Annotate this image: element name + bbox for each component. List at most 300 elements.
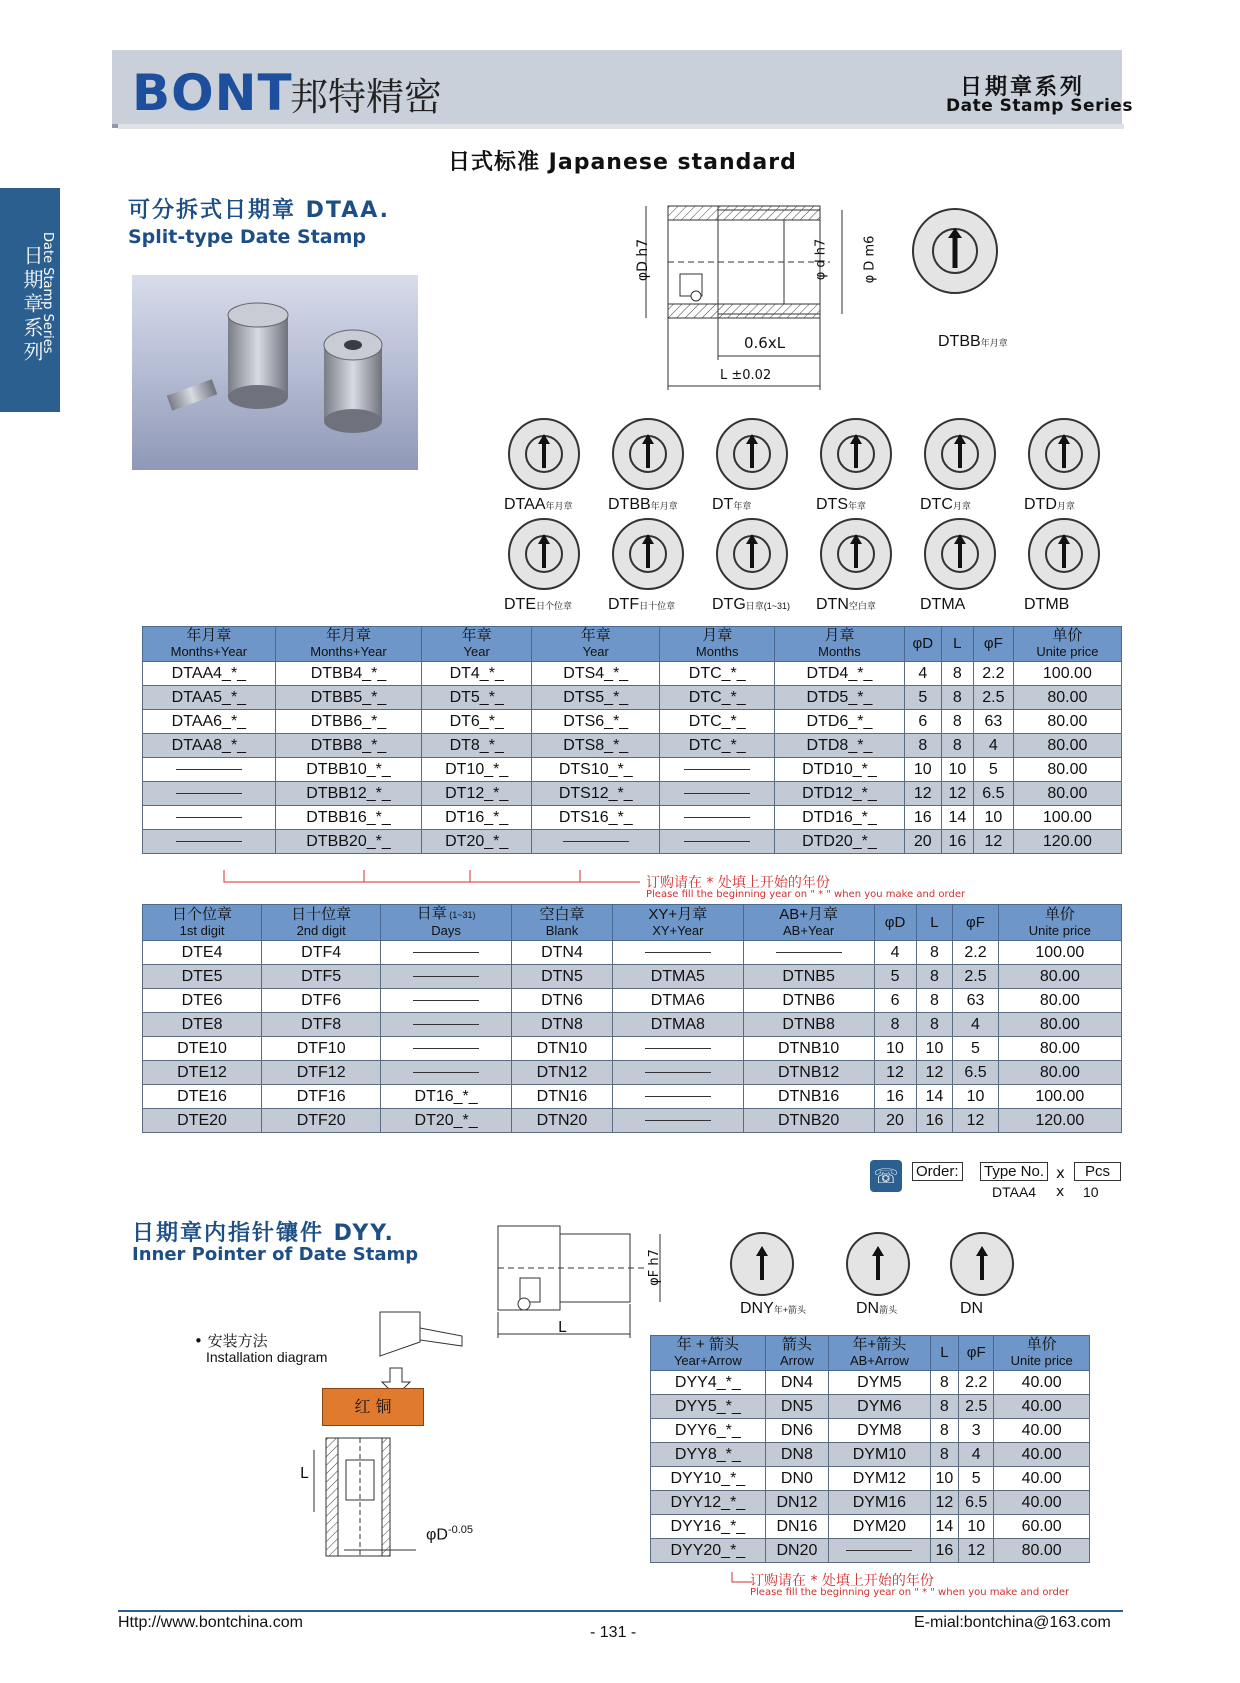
dyy-dim-f: φF h7 — [646, 1249, 662, 1286]
table-cell: DTE6 — [143, 989, 262, 1013]
table-cell: DYY8_*_ — [651, 1443, 766, 1467]
table-cell: DTE20 — [143, 1109, 262, 1133]
table-cell — [143, 782, 276, 806]
table2-header-4: XY+月章 XY+Year — [612, 905, 743, 941]
dash-placeholder — [413, 1072, 479, 1073]
table-cell: DTNB10 — [743, 1037, 874, 1061]
table-cell: 100.00 — [1013, 662, 1121, 686]
table-row — [143, 686, 1122, 710]
dash-placeholder — [645, 952, 711, 953]
table-row — [143, 710, 1122, 734]
table-cell: DTS6_*_ — [532, 710, 660, 734]
table-cell: DTF8 — [262, 1013, 381, 1037]
table-cell: DTF4 — [262, 941, 381, 965]
order-type-value: DTAA4 — [992, 1184, 1037, 1200]
dim-06xl: 0.6xL — [744, 334, 786, 352]
table-cell — [381, 1061, 512, 1085]
copper-block: 红 铜 — [322, 1388, 424, 1426]
table-cell: DTN5 — [512, 965, 613, 989]
table-cell: DYM20 — [829, 1515, 930, 1539]
dtc-dial — [924, 418, 996, 490]
table-cell: DN16 — [765, 1515, 828, 1539]
table-cell: DTF16 — [262, 1085, 381, 1109]
table-cell: DYY12_*_ — [651, 1491, 766, 1515]
table-cell: 100.00 — [1013, 806, 1121, 830]
table-cell: DYM16 — [829, 1491, 930, 1515]
table-cell: 12 — [941, 782, 973, 806]
table-cell: 5 — [874, 965, 916, 989]
table-cell: 5 — [973, 758, 1013, 782]
dash-placeholder — [413, 1000, 479, 1001]
pcs-label: Pcs — [1074, 1162, 1121, 1181]
side-tab-en: Date Stamp Series — [40, 232, 55, 354]
table-cell: DT16_*_ — [422, 806, 532, 830]
table-cell: 10 — [874, 1037, 916, 1061]
order-label: Order: — [912, 1162, 963, 1181]
table-cell: 4 — [959, 1443, 994, 1467]
table-cell — [143, 758, 276, 782]
table-cell: DTMA8 — [612, 1013, 743, 1037]
table-cell: DN6 — [765, 1419, 828, 1443]
table-cell — [381, 1037, 512, 1061]
table-row — [143, 941, 1122, 965]
table-cell: 63 — [953, 989, 998, 1013]
table-cell: 60.00 — [994, 1515, 1090, 1539]
table-cell: 100.00 — [998, 1085, 1121, 1109]
table-cell: DTD4_*_ — [775, 662, 905, 686]
table-cell: 6.5 — [953, 1061, 998, 1085]
table3-header-3: L — [930, 1336, 958, 1371]
dte-dial-label: DTE日个位章 — [504, 596, 573, 613]
table-cell: 8 — [930, 1395, 958, 1419]
install-label-en: Installation diagram — [206, 1349, 328, 1365]
page-number: - 131 - — [590, 1624, 637, 1641]
dtaa-drawing — [620, 196, 900, 392]
table-cell: DTN10 — [512, 1037, 613, 1061]
footer-email[interactable]: E-mial:bontchina@163.com — [914, 1614, 1111, 1631]
dash-placeholder — [176, 817, 242, 818]
dim-l: L ±0.02 — [720, 368, 772, 383]
table-cell: 4 — [874, 941, 916, 965]
table-cell: 8 — [941, 686, 973, 710]
table-cell: DTBB12_*_ — [275, 782, 421, 806]
dash-placeholder — [413, 1048, 479, 1049]
table-cell: 14 — [916, 1085, 953, 1109]
dyy-title-en: Inner Pointer of Date Stamp — [132, 1244, 419, 1265]
pointer-dial-2 — [950, 1232, 1014, 1296]
table-cell: 8 — [916, 941, 953, 965]
table-cell: DTC_*_ — [660, 734, 775, 758]
footer-rule — [118, 1610, 1123, 1612]
dtc-dial-label: DTC月章 — [920, 496, 971, 513]
table-cell: 80.00 — [998, 989, 1121, 1013]
table-cell: DYM6 — [829, 1395, 930, 1419]
dyy-title-cn: 日期章内指针镶件 DYY. — [132, 1221, 395, 1246]
dash-placeholder — [176, 793, 242, 794]
table-cell: DTBB16_*_ — [275, 806, 421, 830]
table-cell: DTD8_*_ — [775, 734, 905, 758]
table-cell: 10 — [973, 806, 1013, 830]
table-cell: DT8_*_ — [422, 734, 532, 758]
table-cell: 80.00 — [998, 1013, 1121, 1037]
table3-header-4: φF — [959, 1336, 994, 1371]
table-cell: DYY5_*_ — [651, 1395, 766, 1419]
table-cell: 2.2 — [959, 1371, 994, 1395]
table-cell: DTN8 — [512, 1013, 613, 1037]
table-cell: 12 — [953, 1109, 998, 1133]
table-cell — [743, 941, 874, 965]
table-cell: DT16_*_ — [381, 1085, 512, 1109]
table-cell: DYM8 — [829, 1419, 930, 1443]
order-x-2: x — [1056, 1184, 1065, 1200]
table-cell: DYY20_*_ — [651, 1539, 766, 1563]
table-cell: DTNB8 — [743, 1013, 874, 1037]
table-cell: 12 — [874, 1061, 916, 1085]
table-cell — [660, 782, 775, 806]
table-cell: 40.00 — [994, 1491, 1090, 1515]
table-cell: DTE12 — [143, 1061, 262, 1085]
table-row — [143, 662, 1122, 686]
table-cell: DT5_*_ — [422, 686, 532, 710]
dtbb-large-label: DTBB年月章 — [938, 333, 1008, 350]
table-cell: DTF10 — [262, 1037, 381, 1061]
dtaa-dial — [508, 418, 580, 490]
table-cell: DTMA6 — [612, 989, 743, 1013]
table-cell: 2.5 — [953, 965, 998, 989]
dash-placeholder — [563, 841, 629, 842]
table-cell: DTF6 — [262, 989, 381, 1013]
bont-logo: BONT — [132, 64, 293, 122]
dash-placeholder — [684, 817, 750, 818]
dt-dial — [716, 418, 788, 490]
dtma-dial — [924, 518, 996, 590]
dtmb-dial — [1028, 518, 1100, 590]
table-cell: 80.00 — [1013, 734, 1121, 758]
install-dim-l: L — [300, 1464, 309, 1482]
dtma-dial-label: DTMA — [920, 596, 966, 613]
table2-header-7: L — [916, 905, 953, 941]
table-cell — [612, 1061, 743, 1085]
dash-placeholder — [684, 793, 750, 794]
dyy-table — [650, 1335, 1090, 1563]
install-dim-d: $\varphi D^{-0.05}$ — [426, 1524, 474, 1544]
table-cell: 80.00 — [1013, 758, 1121, 782]
table-cell: DN0 — [765, 1467, 828, 1491]
dtmb-dial-label: DTMB — [1024, 596, 1070, 613]
table-cell: DN4 — [765, 1371, 828, 1395]
phone-icon: ☏ — [870, 1160, 902, 1192]
table-cell: DTNB5 — [743, 965, 874, 989]
date-stamp-table-2 — [142, 904, 1122, 1133]
table-cell: 2.5 — [973, 686, 1013, 710]
table-cell: 8 — [930, 1419, 958, 1443]
table-cell — [660, 806, 775, 830]
table-cell: 10 — [953, 1085, 998, 1109]
table-cell: 10 — [930, 1467, 958, 1491]
dte-dial — [508, 518, 580, 590]
table-row — [143, 782, 1122, 806]
table-cell — [143, 830, 276, 854]
table-cell: 8 — [874, 1013, 916, 1037]
table-cell: 40.00 — [994, 1443, 1090, 1467]
table-cell: 8 — [916, 1013, 953, 1037]
table-cell: DTS8_*_ — [532, 734, 660, 758]
table-cell: DYM10 — [829, 1443, 930, 1467]
table-cell: DTBB8_*_ — [275, 734, 421, 758]
dtbb-dial-large — [912, 208, 998, 294]
table-cell: 6.5 — [959, 1491, 994, 1515]
order-note-en-3: Please fill the beginning year on " * " when you make and order — [750, 1587, 1070, 1598]
table-cell — [612, 1109, 743, 1133]
table-cell: 63 — [973, 710, 1013, 734]
table-cell: DTMA5 — [612, 965, 743, 989]
pointer-label-0: DNY年+箭头 — [740, 1300, 807, 1317]
table2-header-3: 空白章 Blank — [512, 905, 613, 941]
table-cell: 4 — [953, 1013, 998, 1037]
order-x: x — [1056, 1164, 1065, 1182]
date-stamp-table-1 — [142, 626, 1122, 854]
table-row — [651, 1395, 1090, 1419]
dash-placeholder — [176, 841, 242, 842]
table2-header-5: AB+月章 AB+Year — [743, 905, 874, 941]
dash-placeholder — [645, 1096, 711, 1097]
table-cell: 80.00 — [1013, 686, 1121, 710]
table-cell: 8 — [930, 1443, 958, 1467]
table2-header-6: φD — [874, 905, 916, 941]
page-heading: 日式标准 Japanese standard — [448, 150, 797, 175]
product-photo — [132, 275, 418, 470]
table-cell: DT20_*_ — [422, 830, 532, 854]
table-cell: DTN20 — [512, 1109, 613, 1133]
table-cell — [381, 989, 512, 1013]
table-cell: 8 — [941, 734, 973, 758]
order-note-cn-3: 订购请在 * 处填上开始的年份 — [750, 1573, 934, 1589]
dash-placeholder — [413, 1024, 479, 1025]
table-cell: DYY6_*_ — [651, 1419, 766, 1443]
table1-header-3: 年章 Year — [532, 627, 660, 662]
table-row — [143, 1037, 1122, 1061]
dyy-dim-l: L — [558, 1318, 567, 1336]
table-cell: 10 — [959, 1515, 994, 1539]
table-cell: DTE5 — [143, 965, 262, 989]
dash-placeholder — [413, 976, 479, 977]
table-cell: 80.00 — [998, 1061, 1121, 1085]
table-cell: 20 — [904, 830, 941, 854]
table-cell — [829, 1539, 930, 1563]
table-cell: 2.2 — [973, 662, 1013, 686]
table-cell: 40.00 — [994, 1467, 1090, 1491]
dtg-dial — [716, 518, 788, 590]
dash-placeholder — [645, 1120, 711, 1121]
dtn-dial-label: DTN空白章 — [816, 596, 876, 613]
table-cell: 14 — [930, 1515, 958, 1539]
table-cell: 80.00 — [998, 1037, 1121, 1061]
table-cell: DTF5 — [262, 965, 381, 989]
table1-header-0: 年月章 Months+Year — [143, 627, 276, 662]
table-row — [143, 965, 1122, 989]
table-cell: DN8 — [765, 1443, 828, 1467]
dash-placeholder — [684, 769, 750, 770]
table-row — [651, 1371, 1090, 1395]
table3-header-2: 年+箭头 AB+Arrow — [829, 1336, 930, 1371]
table-cell: DTNB16 — [743, 1085, 874, 1109]
table-cell: DTD20_*_ — [775, 830, 905, 854]
series-title-cn: 日期章系列 — [960, 75, 1086, 100]
table-cell: 5 — [904, 686, 941, 710]
table-cell: DTF20 — [262, 1109, 381, 1133]
table1-header-1: 年月章 Months+Year — [275, 627, 421, 662]
table-cell: 80.00 — [1013, 710, 1121, 734]
table-cell: DTN4 — [512, 941, 613, 965]
series-title-en: Date Stamp Series — [946, 96, 1133, 116]
table-cell: DTD5_*_ — [775, 686, 905, 710]
dash-placeholder — [413, 952, 479, 953]
table-cell: 80.00 — [994, 1539, 1090, 1563]
table-cell: 8 — [916, 965, 953, 989]
footer-url[interactable]: Http://www.bontchina.com — [118, 1614, 303, 1631]
type-no-label: Type No. — [980, 1162, 1048, 1181]
dash-placeholder — [776, 952, 842, 953]
table-cell: DT6_*_ — [422, 710, 532, 734]
table-cell — [612, 1085, 743, 1109]
table-cell: 40.00 — [994, 1395, 1090, 1419]
table-cell: DTC_*_ — [660, 662, 775, 686]
table-cell: 8 — [904, 734, 941, 758]
table2-header-2: 日章 (1~31) Days — [381, 905, 512, 941]
table-cell: 10 — [904, 758, 941, 782]
table-cell: 12 — [904, 782, 941, 806]
table-row — [143, 830, 1122, 854]
table-row — [143, 1085, 1122, 1109]
table-cell: 4 — [904, 662, 941, 686]
table2-header-0: 日个位章 1st digit — [143, 905, 262, 941]
table-row — [651, 1515, 1090, 1539]
table-cell: DTD16_*_ — [775, 806, 905, 830]
table-cell: DTAA6_*_ — [143, 710, 276, 734]
dtd-dial — [1028, 418, 1100, 490]
table-cell: DTAA4_*_ — [143, 662, 276, 686]
table-row — [143, 734, 1122, 758]
dash-placeholder — [645, 1048, 711, 1049]
table-cell: DTD10_*_ — [775, 758, 905, 782]
table-cell: 14 — [941, 806, 973, 830]
table-cell: DYY4_*_ — [651, 1371, 766, 1395]
table-cell: DTBB10_*_ — [275, 758, 421, 782]
table-cell: 6 — [904, 710, 941, 734]
table-cell: 40.00 — [994, 1371, 1090, 1395]
table-cell: 10 — [941, 758, 973, 782]
pointer-dial-0 — [730, 1232, 794, 1296]
table-cell: DTE16 — [143, 1085, 262, 1109]
table-cell: 80.00 — [998, 965, 1121, 989]
table-row — [651, 1491, 1090, 1515]
table-cell: 2.2 — [953, 941, 998, 965]
table-cell: 12 — [959, 1539, 994, 1563]
pointer-dial-1 — [846, 1232, 910, 1296]
table-cell — [381, 941, 512, 965]
table1-header-8: φF — [973, 627, 1013, 662]
table-cell: DTN16 — [512, 1085, 613, 1109]
table-cell: DYM5 — [829, 1371, 930, 1395]
dts-dial-label: DTS年章 — [816, 496, 867, 513]
table-cell: DTN12 — [512, 1061, 613, 1085]
table3-header-0: 年 + 箭头 Year+Arrow — [651, 1336, 766, 1371]
brand-name: 邦特精密 — [290, 75, 443, 119]
header-shadow — [118, 124, 1124, 129]
table-cell: DYM12 — [829, 1467, 930, 1491]
table-cell: DTBB20_*_ — [275, 830, 421, 854]
table2-header-9: 单价 Unite price — [998, 905, 1121, 941]
dim-dm6: φ D m6 — [862, 235, 878, 284]
table-cell: 8 — [941, 710, 973, 734]
table-cell: 16 — [930, 1539, 958, 1563]
table-cell: DTD12_*_ — [775, 782, 905, 806]
table-row — [651, 1443, 1090, 1467]
table-cell — [532, 830, 660, 854]
table1-header-7: L — [941, 627, 973, 662]
order-pcs-value: 10 — [1083, 1184, 1099, 1200]
table1-header-9: 单价 Unite price — [1013, 627, 1121, 662]
table-cell: DTE8 — [143, 1013, 262, 1037]
dash-placeholder — [176, 769, 242, 770]
dim-dh7: φD h7 — [635, 238, 652, 282]
dtaa-title-en: Split-type Date Stamp — [128, 226, 367, 248]
table-cell: DYY16_*_ — [651, 1515, 766, 1539]
table1-header-5: 月章 Months — [775, 627, 905, 662]
dtg-dial-label: DTG日章(1~31) — [712, 596, 791, 613]
table-cell: DN12 — [765, 1491, 828, 1515]
table-cell: 2.5 — [959, 1395, 994, 1419]
table-cell: DT4_*_ — [422, 662, 532, 686]
dtf-dial — [612, 518, 684, 590]
table2-header-1: 日十位章 2nd digit — [262, 905, 381, 941]
table-cell: DTNB20 — [743, 1109, 874, 1133]
table-cell: DN20 — [765, 1539, 828, 1563]
table3-header-5: 单价 Unite price — [994, 1336, 1090, 1371]
table-row — [651, 1467, 1090, 1491]
table-cell: 16 — [874, 1085, 916, 1109]
table-row — [143, 1109, 1122, 1133]
table-cell: 8 — [930, 1371, 958, 1395]
table-cell: 12 — [973, 830, 1013, 854]
table-cell: 3 — [959, 1419, 994, 1443]
table-cell: DTF12 — [262, 1061, 381, 1085]
install-label-cn: • 安装方法 — [194, 1332, 268, 1350]
table-cell: DTBB6_*_ — [275, 710, 421, 734]
table1-header-6: φD — [904, 627, 941, 662]
note-bracket-1 — [220, 870, 660, 890]
table-cell: 10 — [916, 1037, 953, 1061]
table-cell: DYY10_*_ — [651, 1467, 766, 1491]
dash-placeholder — [645, 1072, 711, 1073]
table-cell — [143, 806, 276, 830]
table-cell: DTS10_*_ — [532, 758, 660, 782]
table-cell: 4 — [973, 734, 1013, 758]
table-cell — [612, 1037, 743, 1061]
table-row — [143, 806, 1122, 830]
pointer-label-1: DN箭头 — [856, 1300, 898, 1317]
dtd-dial-label: DTD月章 — [1024, 496, 1075, 513]
table-cell: 5 — [959, 1467, 994, 1491]
table-cell: DTN6 — [512, 989, 613, 1013]
table-cell: 40.00 — [994, 1419, 1090, 1443]
table-cell: DT10_*_ — [422, 758, 532, 782]
table1-header-4: 月章 Months — [660, 627, 775, 662]
table-cell: DN5 — [765, 1395, 828, 1419]
dtaa-title-cn: 可分拆式日期章 DTAA. — [128, 198, 391, 223]
table-cell: 5 — [953, 1037, 998, 1061]
table3-header-1: 箭头 Arrow — [765, 1336, 828, 1371]
